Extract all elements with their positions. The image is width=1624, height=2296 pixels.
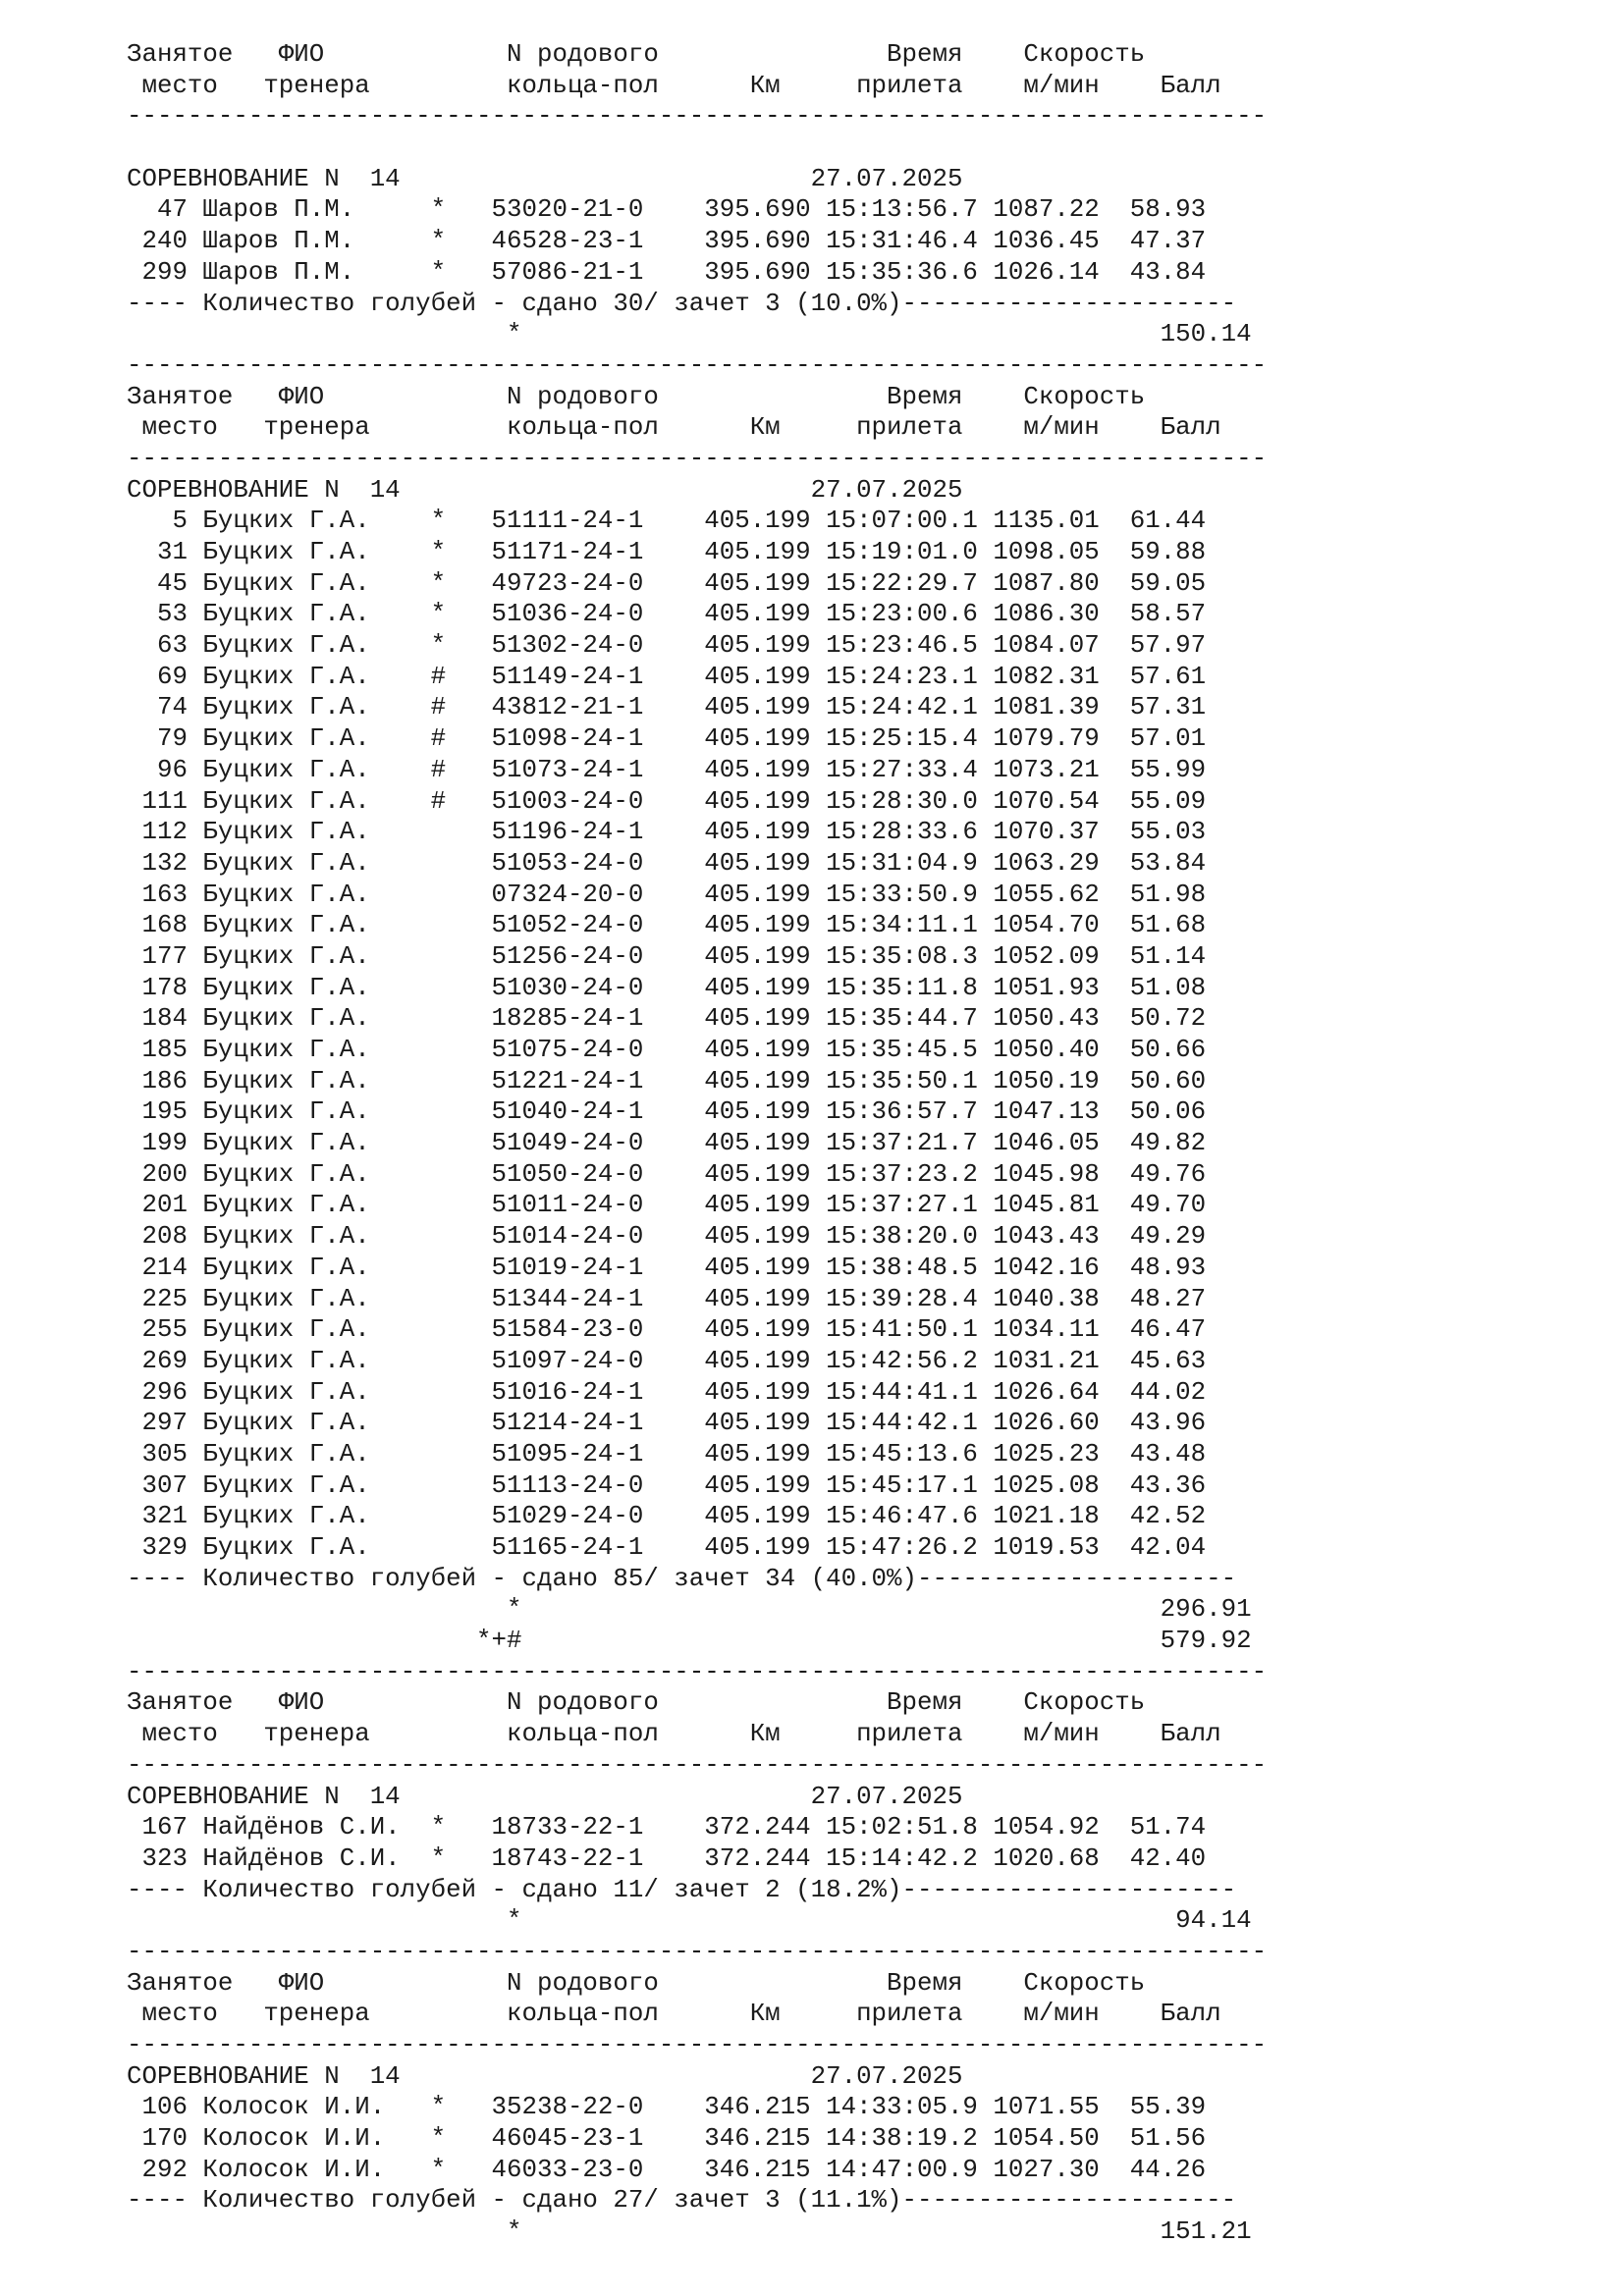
result-row: 111 Буцких Г.А. # 51003-24-0 405.199 15:28:30.0 1070.54 55.09 [127, 786, 1207, 816]
column-header-line: Занятое ФИО N родового Время Скорость [127, 1688, 1146, 1718]
result-row: 96 Буцких Г.А. # 51073-24-1 405.199 15:27:33.4 1073.21 55.99 [127, 755, 1207, 784]
column-header-subline: место тренера кольца-пол Км прилета м/мин Балл [127, 2000, 1221, 2029]
result-row: 201 Буцких Г.А. 51011-24-0 405.199 15:37:27.1 1045.81 49.70 [127, 1191, 1207, 1220]
result-row: 186 Буцких Г.А. 51221-24-1 405.199 15:35:50.1 1050.19 50.60 [127, 1066, 1207, 1095]
section-summary-line: ---- Количество голубей - сдано 27/ зачет 3 (11.1%)---------------------- [127, 2186, 1237, 2216]
section-total-line: * 296.91 [127, 1595, 1252, 1625]
result-row: 255 Буцких Г.А. 51584-23-0 405.199 15:41:50.1 1034.11 46.47 [127, 1315, 1207, 1345]
result-row: 74 Буцких Г.А. # 43812-21-1 405.199 15:24:42.1 1081.39 57.31 [127, 693, 1207, 722]
section-total-line: * 151.21 [127, 2217, 1252, 2247]
race-results-report [127, 39, 1267, 2248]
result-row: 214 Буцких Г.А. 51019-24-1 405.199 15:38:48.5 1042.16 48.93 [127, 1253, 1207, 1282]
column-header-line: Занятое ФИО N родового Время Скорость [127, 1968, 1146, 1998]
result-row: 225 Буцких Г.А. 51344-24-1 405.199 15:39:28.4 1040.38 48.27 [127, 1284, 1207, 1313]
result-row: 69 Буцких Г.А. # 51149-24-1 405.199 15:24:23.1 1082.31 57.61 [127, 662, 1207, 691]
result-row: 31 Буцких Г.А. * 51171-24-1 405.199 15:19:01.0 1098.05 59.88 [127, 538, 1207, 566]
competition-title-line: СОРЕВНОВАНИЕ N 14 27.07.2025 [127, 164, 963, 193]
result-row: 200 Буцких Г.А. 51050-24-0 405.199 15:37:23.2 1045.98 49.76 [127, 1159, 1207, 1189]
result-row: 199 Буцких Г.А. 51049-24-0 405.199 15:37:21.7 1046.05 49.82 [127, 1129, 1207, 1158]
result-row: 112 Буцких Г.А. 51196-24-1 405.199 15:28:33.6 1070.37 55.03 [127, 818, 1207, 847]
result-row: 163 Буцких Г.А. 07324-20-0 405.199 15:33:50.9 1055.62 51.98 [127, 880, 1207, 909]
result-row: 296 Буцких Г.А. 51016-24-1 405.199 15:44:41.1 1026.64 44.02 [127, 1377, 1207, 1407]
result-row: 195 Буцких Г.А. 51040-24-1 405.199 15:36:57.7 1047.13 50.06 [127, 1097, 1207, 1127]
section-summary-line: ---- Количество голубей - сдано 30/ зачет 3 (10.0%)---------------------- [127, 289, 1237, 318]
section-total-line: * 94.14 [127, 1906, 1252, 1936]
result-row: 53 Буцких Г.А. * 51036-24-0 405.199 15:23:00.6 1086.30 58.57 [127, 600, 1207, 629]
result-row: 184 Буцких Г.А. 18285-24-1 405.199 15:35:44.7 1050.43 50.72 [127, 1004, 1207, 1034]
column-header-line: Занятое ФИО N родового Время Скорость [127, 382, 1146, 411]
result-row: 292 Колосок И.И. * 46033-23-0 346.215 14:47:00.9 1027.30 44.26 [127, 2155, 1207, 2184]
separator-line: --------------------------------------------------------------------------- [127, 1937, 1268, 1966]
section-total-line: * 150.14 [127, 320, 1252, 349]
section-summary-line: ---- Количество голубей - сдано 11/ зачет 2 (18.2%)---------------------- [127, 1875, 1237, 1904]
result-row: 45 Буцких Г.А. * 49723-24-0 405.199 15:22:29.7 1087.80 59.05 [127, 568, 1207, 598]
result-row: 240 Шаров П.М. * 46528-23-1 395.690 15:31:46.4 1036.45 47.37 [127, 227, 1207, 256]
result-row: 178 Буцких Г.А. 51030-24-0 405.199 15:35:11.8 1051.93 51.08 [127, 973, 1207, 1002]
result-row: 299 Шаров П.М. * 57086-21-1 395.690 15:35:36.6 1026.14 43.84 [127, 257, 1207, 287]
result-row: 168 Буцких Г.А. 51052-24-0 405.199 15:34:11.1 1054.70 51.68 [127, 911, 1207, 940]
result-row: 79 Буцких Г.А. # 51098-24-1 405.199 15:25:15.4 1079.79 57.01 [127, 724, 1207, 754]
column-header-subline: место тренера кольца-пол Км прилета м/мин Балл [127, 71, 1221, 100]
separator-line: --------------------------------------------------------------------------- [127, 444, 1268, 473]
result-row: 170 Колосок И.И. * 46045-23-1 346.215 14:38:19.2 1054.50 51.56 [127, 2124, 1207, 2154]
separator-line: --------------------------------------------------------------------------- [127, 102, 1268, 132]
section-summary-line: ---- Количество голубей - сдано 85/ зачет 34 (40.0%)--------------------- [127, 1564, 1237, 1593]
section-total-line: *+# 579.92 [127, 1627, 1252, 1656]
result-row: 47 Шаров П.М. * 53020-21-0 395.690 15:13:56.7 1087.22 58.93 [127, 195, 1207, 225]
result-row: 177 Буцких Г.А. 51256-24-0 405.199 15:35:08.3 1052.09 51.14 [127, 941, 1207, 971]
column-header-line: Занятое ФИО N родового Время Скорость [127, 40, 1146, 69]
competition-title-line: СОРЕВНОВАНИЕ N 14 27.07.2025 [127, 475, 963, 505]
separator-line: --------------------------------------------------------------------------- [127, 350, 1268, 380]
result-row: 63 Буцких Г.А. * 51302-24-0 405.199 15:23:46.5 1084.07 57.97 [127, 631, 1207, 661]
result-row: 329 Буцких Г.А. 51165-24-1 405.199 15:47:26.2 1019.53 42.04 [127, 1533, 1207, 1562]
separator-line: --------------------------------------------------------------------------- [127, 1657, 1268, 1686]
blank-line [127, 133, 1267, 164]
result-row: 208 Буцких Г.А. 51014-24-0 405.199 15:38:20.0 1043.43 49.29 [127, 1222, 1207, 1252]
result-row: 305 Буцких Г.А. 51095-24-1 405.199 15:45:13.6 1025.23 43.48 [127, 1439, 1207, 1468]
result-row: 5 Буцких Г.А. * 51111-24-1 405.199 15:07:00.1 1135.01 61.44 [127, 507, 1207, 536]
result-row: 297 Буцких Г.А. 51214-24-1 405.199 15:44:42.1 1026.60 43.96 [127, 1409, 1207, 1438]
result-row: 106 Колосок И.И. * 35238-22-0 346.215 14:33:05.9 1071.55 55.39 [127, 2093, 1207, 2122]
result-row: 167 Найдёнов С.И. * 18733-22-1 372.244 15:02:51.8 1054.92 51.74 [127, 1813, 1207, 1842]
result-row: 185 Буцких Г.А. 51075-24-0 405.199 15:35:45.5 1050.40 50.66 [127, 1036, 1207, 1064]
competition-title-line: СОРЕВНОВАНИЕ N 14 27.07.2025 [127, 2061, 963, 2091]
separator-line: --------------------------------------------------------------------------- [127, 2031, 1268, 2059]
competition-title-line: СОРЕВНОВАНИЕ N 14 27.07.2025 [127, 1782, 963, 1811]
result-row: 132 Буцких Г.А. 51053-24-0 405.199 15:31:04.9 1063.29 53.84 [127, 848, 1207, 878]
result-row: 307 Буцких Г.А. 51113-24-0 405.199 15:45:17.1 1025.08 43.36 [127, 1470, 1207, 1500]
column-header-subline: место тренера кольца-пол Км прилета м/мин Балл [127, 1720, 1221, 1749]
result-row: 323 Найдёнов С.И. * 18743-22-1 372.244 15:14:42.2 1020.68 42.40 [127, 1843, 1207, 1873]
result-row: 321 Буцких Г.А. 51029-24-0 405.199 15:46:47.6 1021.18 42.52 [127, 1502, 1207, 1531]
result-row: 269 Буцких Г.А. 51097-24-0 405.199 15:42:56.2 1031.21 45.63 [127, 1346, 1207, 1375]
separator-line: --------------------------------------------------------------------------- [127, 1750, 1268, 1780]
column-header-subline: место тренера кольца-пол Км прилета м/мин Балл [127, 413, 1221, 443]
